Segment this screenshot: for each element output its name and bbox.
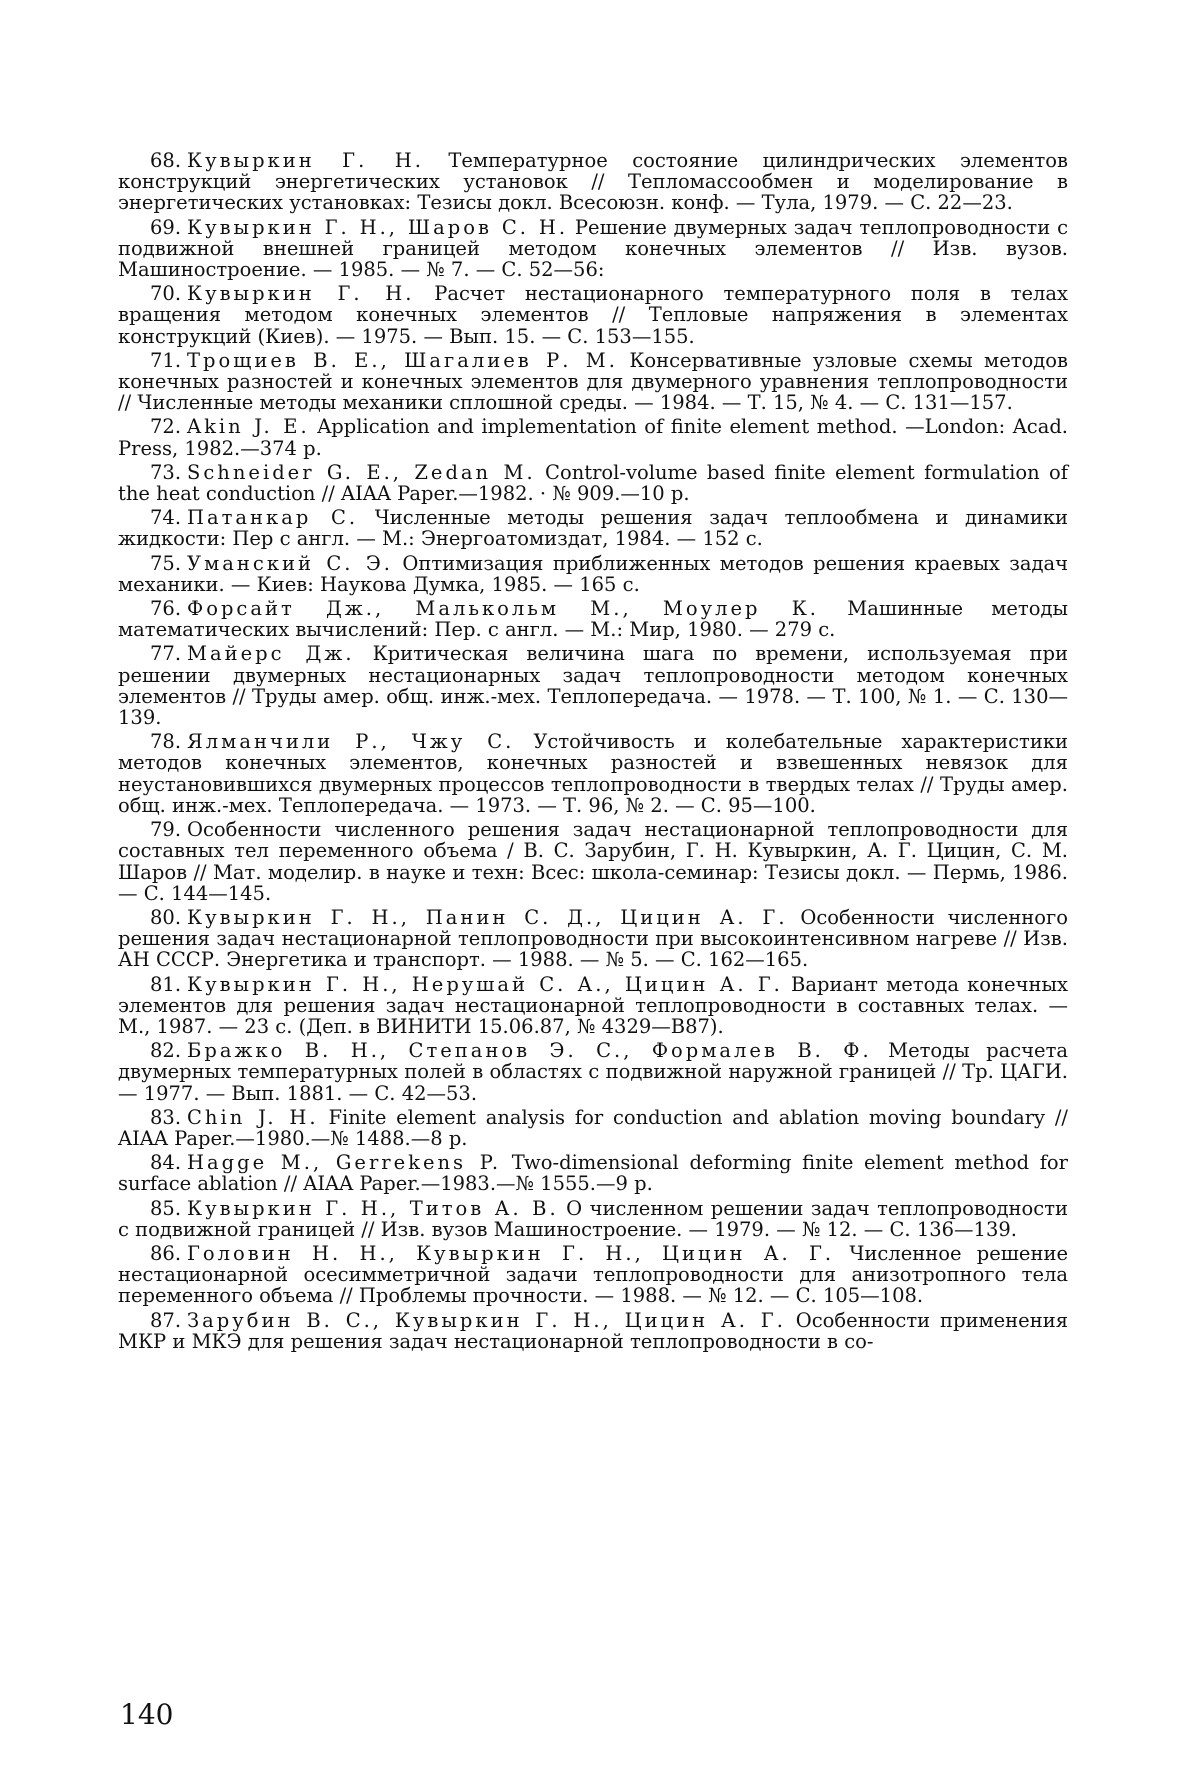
reference-item	[118, 819, 1068, 904]
reference-item	[118, 1198, 1068, 1240]
reference-item	[118, 507, 1068, 549]
reference-text: Особенности численного решения задач нестационарной теплопроводности для составных тел переменного объема / В. С. Зарубин, Г. Н. Кувыркин, А. Г. Цицин, С. М. Шаров // Мат. моделир. в науке и техн: Всес: школа-семинар: Тезисы докл. — Пермь, 1986. — С. 144—145.	[118, 818, 1068, 905]
reference-item	[118, 731, 1068, 816]
reference-number: 79.	[150, 818, 182, 842]
reference-text: О численном решении задач теплопроводности с подвижной границей // Изв. вузов Машиностроение. — 1979. — № 12. — С. 136—139.	[118, 1196, 1068, 1241]
reference-author: Schneider G. E., Zedan M.	[187, 460, 536, 484]
reference-author: Кувыркин Г. Н., Нерушай С. А., Цицин А. Г.	[187, 972, 783, 996]
reference-item	[118, 974, 1068, 1038]
reference-item	[118, 462, 1068, 504]
reference-item	[118, 553, 1068, 595]
reference-text: Расчет нестационарного температурного поля в телах вращения методом конечных элементов // Тепловые напряжения в элементах конструкций (Киев). — 1975. — Вып. 15. — С. 153—155.	[118, 282, 1068, 348]
reference-author: Зарубин В. С., Кувыркин Г. Н., Цицин А. Г.	[187, 1308, 786, 1332]
reference-number: 83.	[150, 1105, 182, 1129]
reference-list	[118, 150, 1068, 1355]
reference-item	[118, 283, 1068, 347]
reference-author: Уманский С. Э.	[187, 551, 394, 575]
reference-text: Методы расчета двумерных температурных полей в областях с подвижной наружной границей // Тр. ЦАГИ. — 1977. — Вып. 1881. — С. 42—53.	[118, 1039, 1069, 1105]
reference-text: Оптимизация приближенных методов решения краевых задач механики. — Киев: Наукова Думка, 1985. — 165 с.	[118, 551, 1069, 596]
reference-text: Two-dimensional deforming finite element method for surface ablation // AIAA Paper.—1983.—№ 1555.—9 p.	[118, 1151, 1068, 1196]
reference-author: Бражко В. Н., Степанов Э. С., Формалев В. Ф.	[187, 1039, 872, 1063]
reference-text: Особенности применения МКР и МКЭ для решения задач нестационарной теплопроводности в со-	[118, 1308, 1068, 1353]
reference-item	[118, 1243, 1068, 1307]
reference-item	[118, 598, 1068, 640]
reference-author: Кувыркин Г. Н.	[187, 282, 415, 306]
reference-number: 72.	[150, 415, 182, 439]
reference-number: 85.	[150, 1196, 182, 1220]
reference-number: 77.	[150, 642, 182, 666]
reference-item	[118, 1152, 1068, 1194]
reference-text: Control-volume based finite element formulation of the heat conduction // AIAA Paper.—1982. · № 909.—10 p.	[118, 460, 1068, 506]
reference-text: Вариант метода конечных элементов для решения задач нестационарной теплопроводности в составных телах. — М., 1987. — 23 с. (Деп. в ВИНИТИ 15.06.87, № 4329—В87).	[118, 972, 1068, 1038]
reference-number: 76.	[150, 597, 182, 621]
reference-number: 75.	[150, 551, 182, 575]
reference-author: Кувыркин Г. Н.	[187, 149, 424, 172]
reference-number: 68.	[150, 149, 182, 172]
reference-number: 73.	[150, 460, 182, 484]
reference-number: 78.	[150, 730, 182, 754]
reference-number: 74.	[150, 506, 182, 530]
reference-number: 87.	[150, 1308, 182, 1332]
reference-author: Кувыркин Г. Н., Панин С. Д., Цицин А. Г.	[187, 905, 788, 929]
reference-number: 70.	[150, 282, 182, 306]
reference-number: 81.	[150, 972, 182, 996]
page-number: 140	[120, 1698, 174, 1731]
reference-number: 86.	[150, 1241, 182, 1265]
reference-text: Application and implementation of finite element method. —London: Acad. Press, 1982.—374 p.	[118, 415, 1069, 460]
reference-author: Майерс Дж.	[187, 642, 355, 666]
reference-text: Устойчивость и колебательные характеристики методов конечных элементов, конечных разностей и взвешенных невязок для неустановившихся двумерных процессов теплопроводности в твердых телах // Труды амер. общ. инж.-мех. Теплопередача. — 1973. — Т. 96, № 2. — С. 95—100.	[118, 730, 1069, 817]
reference-item	[118, 1107, 1068, 1149]
reference-number: 69.	[150, 215, 182, 239]
reference-item	[118, 643, 1068, 728]
reference-author: Chin J. H.	[187, 1105, 319, 1129]
reference-item	[118, 1310, 1068, 1352]
reference-text: Машинные методы математических вычислений: Пер. с англ. — М.: Мир, 1980. — 279 с.	[118, 597, 1068, 642]
reference-author: Ялманчили Р., Чжу С.	[187, 730, 515, 754]
reference-author: Форсайт Дж., Малькольм М., Моулер К.	[187, 597, 819, 621]
reference-author: Трощиев В. Е., Шагалиев Р. М.	[187, 348, 618, 372]
reference-item	[118, 907, 1068, 971]
reference-text: Критическая величина шага по времени, используемая при решении двумерных нестационарных задач теплопроводности методом конечных элементов // Труды амер. общ. инж.-мех. Теплопередача. — 1978. — Т. 100, № 1. — С. 130—139.	[118, 642, 1068, 730]
reference-text: Численные методы решения задач теплообмена и динамики жидкости: Пер с англ. — М.: Энергоатомиздат, 1984. — 152 с.	[118, 506, 1069, 551]
reference-author: Akin J. E.	[187, 415, 310, 439]
reference-text: Консервативные узловые схемы методов конечных разностей и конечных элементов для двумерного уравнения теплопроводности // Численные методы механики сплошной среды. — 1984. — Т. 15, № 4. — С. 131—157.	[118, 348, 1069, 415]
reference-text: Температурное состояние цилиндрических элементов конструкций энергетических установок // Тепломассообмен и моделирование в энергетических установках: Тезисы докл. Всесоюзн. конф. — Тула, 1979. — С. 22—23.	[118, 149, 1069, 215]
reference-item	[118, 217, 1068, 281]
reference-text: Решение двумерных задач теплопроводности с подвижной внешней границей методом конечных элементов // Изв. вузов. Машиностроение. — 1985. — № 7. — С. 52—56:	[118, 215, 1068, 282]
reference-number: 84.	[150, 1151, 182, 1175]
reference-number: 80.	[150, 905, 182, 929]
reference-item	[118, 1040, 1068, 1104]
reference-author: Кувыркин Г. Н., Титов А. В.	[187, 1196, 559, 1220]
reference-number: 82.	[150, 1039, 182, 1063]
reference-number: 71.	[150, 348, 182, 372]
reference-text: Особенности численного решения задач нестационарной теплопроводности при высокоинтенсивном нагреве // Изв. АН СССР. Энергетика и транспорт. — 1988. — № 5. — С. 162—165.	[118, 905, 1069, 972]
reference-item	[118, 150, 1068, 214]
reference-text: Finite element analysis for conduction and ablation moving boundary // AIAA Paper.—1980.—№ 1488.—8 p.	[118, 1105, 1068, 1150]
reference-author: Головин Н. Н., Кувыркин Г. Н., Цицин А. Г.	[187, 1241, 835, 1265]
reference-text: Численное решение нестационарной осесимметричной задачи теплопроводности для анизотропного тела переменного объема // Проблемы прочности. — 1988. — № 12. — С. 105—108.	[118, 1241, 1069, 1308]
reference-item	[118, 416, 1068, 458]
reference-author: Патанкар С.	[187, 506, 359, 530]
reference-author: Hagge M., Gerrekens P.	[187, 1151, 502, 1175]
reference-item	[118, 350, 1068, 414]
reference-author: Кувыркин Г. Н., Шаров С. Н.	[187, 215, 569, 239]
